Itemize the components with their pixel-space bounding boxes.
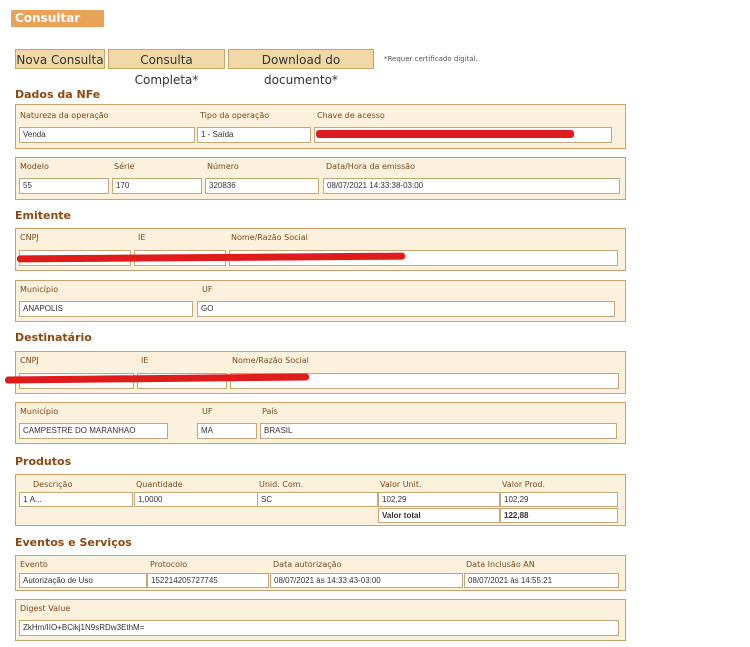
eventos-row-protocolo: 152214205727745	[147, 573, 269, 588]
emitente-ie-label: IE	[138, 233, 146, 242]
destinatario-nome-label: Nome/Razão Social	[232, 356, 309, 365]
valor-total-value: 122,88	[500, 508, 618, 523]
dados-panel-2	[15, 157, 626, 200]
serie-label: Série	[114, 162, 135, 171]
natureza-label: Natureza da operação	[20, 111, 109, 120]
eventos-header-data-inc: Data Inclusão AN	[466, 560, 535, 569]
numero-label: Número	[207, 162, 239, 171]
eventos-header-data-aut: Data autorização	[273, 560, 342, 569]
produtos-row-quantidade: 1,0000	[134, 492, 258, 507]
section-produtos: Produtos	[15, 455, 72, 468]
page-title: Consultar NF-e	[11, 10, 104, 27]
produtos-header-valor-prod: Valor Prod.	[502, 480, 546, 489]
section-dados-nfe: Dados da NFe	[15, 88, 101, 101]
produtos-header-quantidade: Quantidade	[136, 480, 183, 489]
consulta-completa-button[interactable]: Consulta Completa*	[108, 49, 225, 69]
destinatario-panel-1	[15, 351, 626, 394]
download-documento-button[interactable]: Download do documento*	[228, 49, 374, 69]
eventos-row-data-inc: 08/07/2021 às 14:55:21	[464, 573, 619, 588]
certificado-note: *Requer certificado digital.	[384, 55, 478, 63]
numero-field[interactable]: 320836	[205, 178, 319, 194]
produtos-panel	[15, 474, 626, 526]
produtos-header-valor-unit: Valor Unit.	[380, 480, 422, 489]
eventos-header-protocolo: Protocolo	[150, 560, 188, 569]
emitente-panel-1	[15, 228, 626, 271]
produtos-row-descricao	[19, 492, 133, 507]
digest-label: Digest Value	[20, 604, 71, 613]
destinatario-municipio-label: Município	[20, 407, 59, 416]
emitente-cnpj-label: CNPJ	[20, 233, 39, 242]
section-emitente: Emitente	[15, 209, 72, 222]
tipo-field[interactable]: 1 - Saída	[197, 127, 311, 143]
eventos-panel	[15, 555, 626, 591]
eventos-row-data-aut: 08/07/2021 às 14:33:43-03:00	[270, 573, 463, 588]
emitente-uf-field[interactable]: GO	[197, 301, 615, 317]
produtos-row-unidade: SC	[257, 492, 378, 507]
emitente-municipio-field[interactable]: ANAPOLIS	[19, 301, 193, 317]
emitente-uf-label: UF	[202, 285, 213, 294]
destinatario-pais-label: País	[262, 407, 278, 416]
destinatario-pais-field[interactable]: BRASIL	[260, 423, 617, 439]
modelo-field[interactable]: 55	[19, 178, 109, 194]
emitente-municipio-label: Município	[20, 285, 59, 294]
emitente-panel-2	[15, 280, 626, 322]
destinatario-uf-label: UF	[202, 407, 213, 416]
produtos-row-num: 1	[23, 495, 28, 504]
digest-panel	[15, 599, 626, 641]
digest-field[interactable]: ZkHm/IIO+BCikj1N9sRDw3EthM=	[19, 620, 619, 636]
destinatario-panel-2	[15, 402, 626, 444]
tipo-label: Tipo da operação	[200, 111, 270, 120]
nova-consulta-button[interactable]: Nova Consulta	[15, 49, 105, 69]
section-destinatario: Destinatário	[15, 331, 92, 344]
produtos-row-valor-unit: 102,29	[378, 492, 500, 507]
redaction-chave	[316, 130, 574, 138]
modelo-label: Modelo	[20, 162, 49, 171]
destinatario-uf-field[interactable]: MA	[197, 423, 257, 439]
produtos-header-descricao: Descrição	[33, 480, 73, 489]
chave-label: Chave de acesso	[317, 111, 385, 120]
data-emissao-field[interactable]: 08/07/2021 14:33:38-03:00	[323, 178, 620, 194]
serie-field[interactable]: 170	[112, 178, 202, 194]
emitente-nome-label: Nome/Razão Social	[231, 233, 308, 242]
produtos-row-valor-prod: 102,29	[500, 492, 618, 507]
natureza-field[interactable]: Venda	[19, 127, 195, 143]
produtos-row-descricao-text: A...	[29, 495, 42, 504]
valor-total-label: Valor total	[378, 508, 500, 523]
dados-panel-1	[15, 104, 626, 149]
eventos-row-evento: Autorização de Uso	[19, 573, 147, 588]
eventos-header-evento: Evento	[20, 560, 48, 569]
destinatario-ie-label: IE	[141, 356, 149, 365]
destinatario-municipio-field[interactable]: CAMPESTRE DO MARANHAO	[19, 423, 168, 439]
section-eventos: Eventos e Serviços	[15, 536, 132, 549]
produtos-header-unidade: Unid. Com.	[259, 480, 304, 489]
destinatario-cnpj-label: CNPJ	[20, 356, 39, 365]
data-emissao-label: Data/Hora da emissão	[326, 162, 416, 171]
